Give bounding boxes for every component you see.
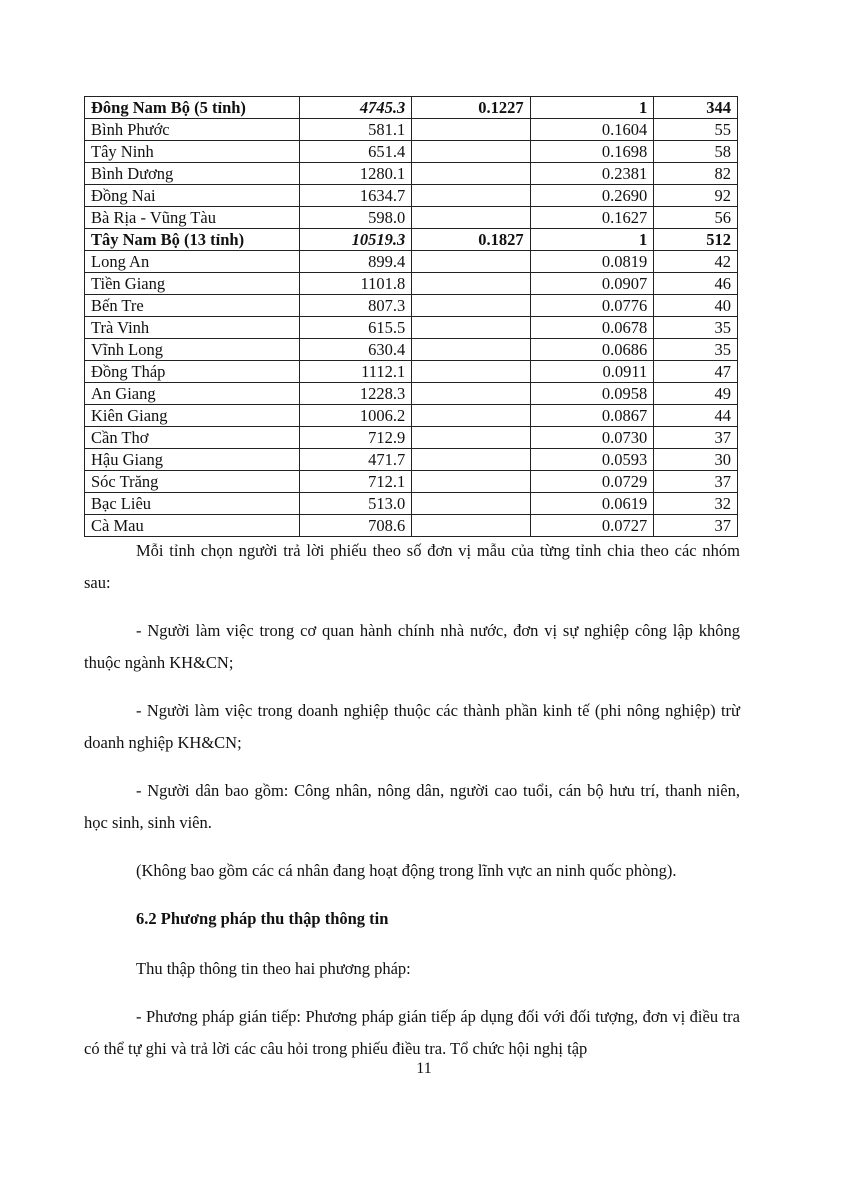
- methods-intro-paragraph: Thu thập thông tin theo hai phương pháp:: [136, 959, 411, 978]
- group-2-paragraph: - Người làm việc trong doanh nghiệp thuộc các thành phần kinh tế (phi nông nghiệp) trừ doanh nghiệp KH&CN;: [84, 701, 740, 752]
- ratio-cell: [412, 185, 530, 207]
- province-name-cell: Bạc Liêu: [85, 493, 300, 515]
- province-name-cell: Hậu Giang: [85, 449, 300, 471]
- sample-size-cell: 32: [654, 493, 738, 515]
- ratio-cell: [412, 449, 530, 471]
- sample-allocation-table: [84, 96, 738, 537]
- page-number: 11: [416, 1060, 432, 1077]
- province-name-cell: Bình Dương: [85, 163, 300, 185]
- share-cell: 0.1627: [530, 207, 654, 229]
- ratio-cell: [412, 119, 530, 141]
- ratio-cell: [412, 251, 530, 273]
- ratio-cell: [412, 295, 530, 317]
- share-cell: 0.0727: [530, 515, 654, 537]
- table-row: [85, 273, 738, 295]
- population-cell: 615.5: [300, 317, 412, 339]
- province-name-cell: Bến Tre: [85, 295, 300, 317]
- ratio-cell: [412, 339, 530, 361]
- intro-paragraph: Mỗi tỉnh chọn người trả lời phiếu theo số đơn vị mẫu của từng tỉnh chia theo các nhóm sau:: [84, 541, 740, 592]
- share-cell: 0.0729: [530, 471, 654, 493]
- population-cell: 10519.3: [300, 229, 412, 251]
- table-row: [85, 207, 738, 229]
- region-row: [85, 229, 738, 251]
- sample-size-cell: 35: [654, 317, 738, 339]
- share-cell: 0.0678: [530, 317, 654, 339]
- table-row: [85, 119, 738, 141]
- ratio-cell: [412, 515, 530, 537]
- population-cell: 1006.2: [300, 405, 412, 427]
- province-name-cell: Đồng Nai: [85, 185, 300, 207]
- sample-size-cell: 30: [654, 449, 738, 471]
- sample-size-cell: 44: [654, 405, 738, 427]
- share-cell: 0.0819: [530, 251, 654, 273]
- table-row: [85, 449, 738, 471]
- share-cell: 0.0958: [530, 383, 654, 405]
- sample-size-cell: 49: [654, 383, 738, 405]
- share-cell: 0.0619: [530, 493, 654, 515]
- table-row: [85, 141, 738, 163]
- share-cell: 1: [530, 229, 654, 251]
- share-cell: 0.1698: [530, 141, 654, 163]
- sample-size-cell: 92: [654, 185, 738, 207]
- sample-size-cell: 46: [654, 273, 738, 295]
- sample-size-cell: 40: [654, 295, 738, 317]
- population-cell: 712.9: [300, 427, 412, 449]
- share-cell: 0.2381: [530, 163, 654, 185]
- table-row: [85, 383, 738, 405]
- province-name-cell: Sóc Trăng: [85, 471, 300, 493]
- population-cell: 581.1: [300, 119, 412, 141]
- province-name-cell: Bình Phước: [85, 119, 300, 141]
- ratio-cell: [412, 317, 530, 339]
- population-cell: 598.0: [300, 207, 412, 229]
- exclusion-paragraph: (Không bao gồm các cá nhân đang hoạt động trong lĩnh vực an ninh quốc phòng).: [136, 861, 677, 880]
- table-row: [85, 361, 738, 383]
- table-body: [85, 97, 738, 537]
- ratio-cell: 0.1827: [412, 229, 530, 251]
- population-cell: 1101.8: [300, 273, 412, 295]
- ratio-cell: [412, 273, 530, 295]
- share-cell: 0.0686: [530, 339, 654, 361]
- ratio-cell: [412, 405, 530, 427]
- table-row: [85, 163, 738, 185]
- province-name-cell: Trà Vinh: [85, 317, 300, 339]
- population-cell: 471.7: [300, 449, 412, 471]
- population-cell: 1634.7: [300, 185, 412, 207]
- ratio-cell: [412, 427, 530, 449]
- ratio-cell: [412, 493, 530, 515]
- ratio-cell: [412, 471, 530, 493]
- province-name-cell: Tây Nam Bộ (13 tỉnh): [85, 229, 300, 251]
- population-cell: 1280.1: [300, 163, 412, 185]
- population-cell: 630.4: [300, 339, 412, 361]
- sample-size-cell: 58: [654, 141, 738, 163]
- sample-size-cell: 82: [654, 163, 738, 185]
- population-cell: 651.4: [300, 141, 412, 163]
- sample-size-cell: 37: [654, 471, 738, 493]
- table-row: [85, 317, 738, 339]
- sample-size-cell: 512: [654, 229, 738, 251]
- province-name-cell: Cà Mau: [85, 515, 300, 537]
- province-name-cell: Vĩnh Long: [85, 339, 300, 361]
- population-cell: 712.1: [300, 471, 412, 493]
- table-row: [85, 493, 738, 515]
- sample-size-cell: 37: [654, 515, 738, 537]
- population-cell: 1112.1: [300, 361, 412, 383]
- ratio-cell: [412, 163, 530, 185]
- indirect-method-paragraph: - Phương pháp gián tiếp: Phương pháp gián tiếp áp dụng đối với đối tượng, đơn vị điều tra có thể tự ghi và trả lời các câu hỏi trong phiếu điều tra. Tổ chức hội nghị tập: [84, 1007, 740, 1058]
- province-name-cell: Bà Rịa - Vũng Tàu: [85, 207, 300, 229]
- province-name-cell: Tây Ninh: [85, 141, 300, 163]
- share-cell: 0.0730: [530, 427, 654, 449]
- sample-size-cell: 37: [654, 427, 738, 449]
- group-1-paragraph: - Người làm việc trong cơ quan hành chính nhà nước, đơn vị sự nghiệp công lập không thuộc ngành KH&CN;: [84, 621, 740, 672]
- table-row: [85, 427, 738, 449]
- population-cell: 1228.3: [300, 383, 412, 405]
- share-cell: 0.0593: [530, 449, 654, 471]
- table-row: [85, 515, 738, 537]
- province-name-cell: Đông Nam Bộ (5 tỉnh): [85, 97, 300, 119]
- province-name-cell: An Giang: [85, 383, 300, 405]
- population-cell: 807.3: [300, 295, 412, 317]
- table-row: [85, 251, 738, 273]
- sample-size-cell: 42: [654, 251, 738, 273]
- sample-size-cell: 47: [654, 361, 738, 383]
- ratio-cell: [412, 383, 530, 405]
- share-cell: 0.0907: [530, 273, 654, 295]
- share-cell: 0.0776: [530, 295, 654, 317]
- sample-size-cell: 344: [654, 97, 738, 119]
- share-cell: 0.1604: [530, 119, 654, 141]
- province-name-cell: Tiền Giang: [85, 273, 300, 295]
- province-name-cell: Long An: [85, 251, 300, 273]
- ratio-cell: [412, 207, 530, 229]
- population-cell: 4745.3: [300, 97, 412, 119]
- table-row: [85, 471, 738, 493]
- share-cell: 0.0867: [530, 405, 654, 427]
- population-cell: 513.0: [300, 493, 412, 515]
- region-row: [85, 97, 738, 119]
- province-name-cell: Kiên Giang: [85, 405, 300, 427]
- share-cell: 1: [530, 97, 654, 119]
- population-cell: 708.6: [300, 515, 412, 537]
- table-row: [85, 339, 738, 361]
- share-cell: 0.2690: [530, 185, 654, 207]
- table-row: [85, 405, 738, 427]
- ratio-cell: [412, 361, 530, 383]
- table-row: [85, 295, 738, 317]
- sample-size-cell: 55: [654, 119, 738, 141]
- sample-size-cell: 35: [654, 339, 738, 361]
- share-cell: 0.0911: [530, 361, 654, 383]
- section-heading: 6.2 Phương pháp thu thập thông tin: [136, 909, 389, 928]
- sample-size-cell: 56: [654, 207, 738, 229]
- table-row: [85, 185, 738, 207]
- province-name-cell: Đồng Tháp: [85, 361, 300, 383]
- population-cell: 899.4: [300, 251, 412, 273]
- province-name-cell: Cần Thơ: [85, 427, 300, 449]
- ratio-cell: [412, 141, 530, 163]
- body-text: [84, 535, 740, 1081]
- ratio-cell: 0.1227: [412, 97, 530, 119]
- group-3-paragraph: - Người dân bao gồm: Công nhân, nông dân, người cao tuổi, cán bộ hưu trí, thanh niên, học sinh, sinh viên.: [84, 781, 740, 832]
